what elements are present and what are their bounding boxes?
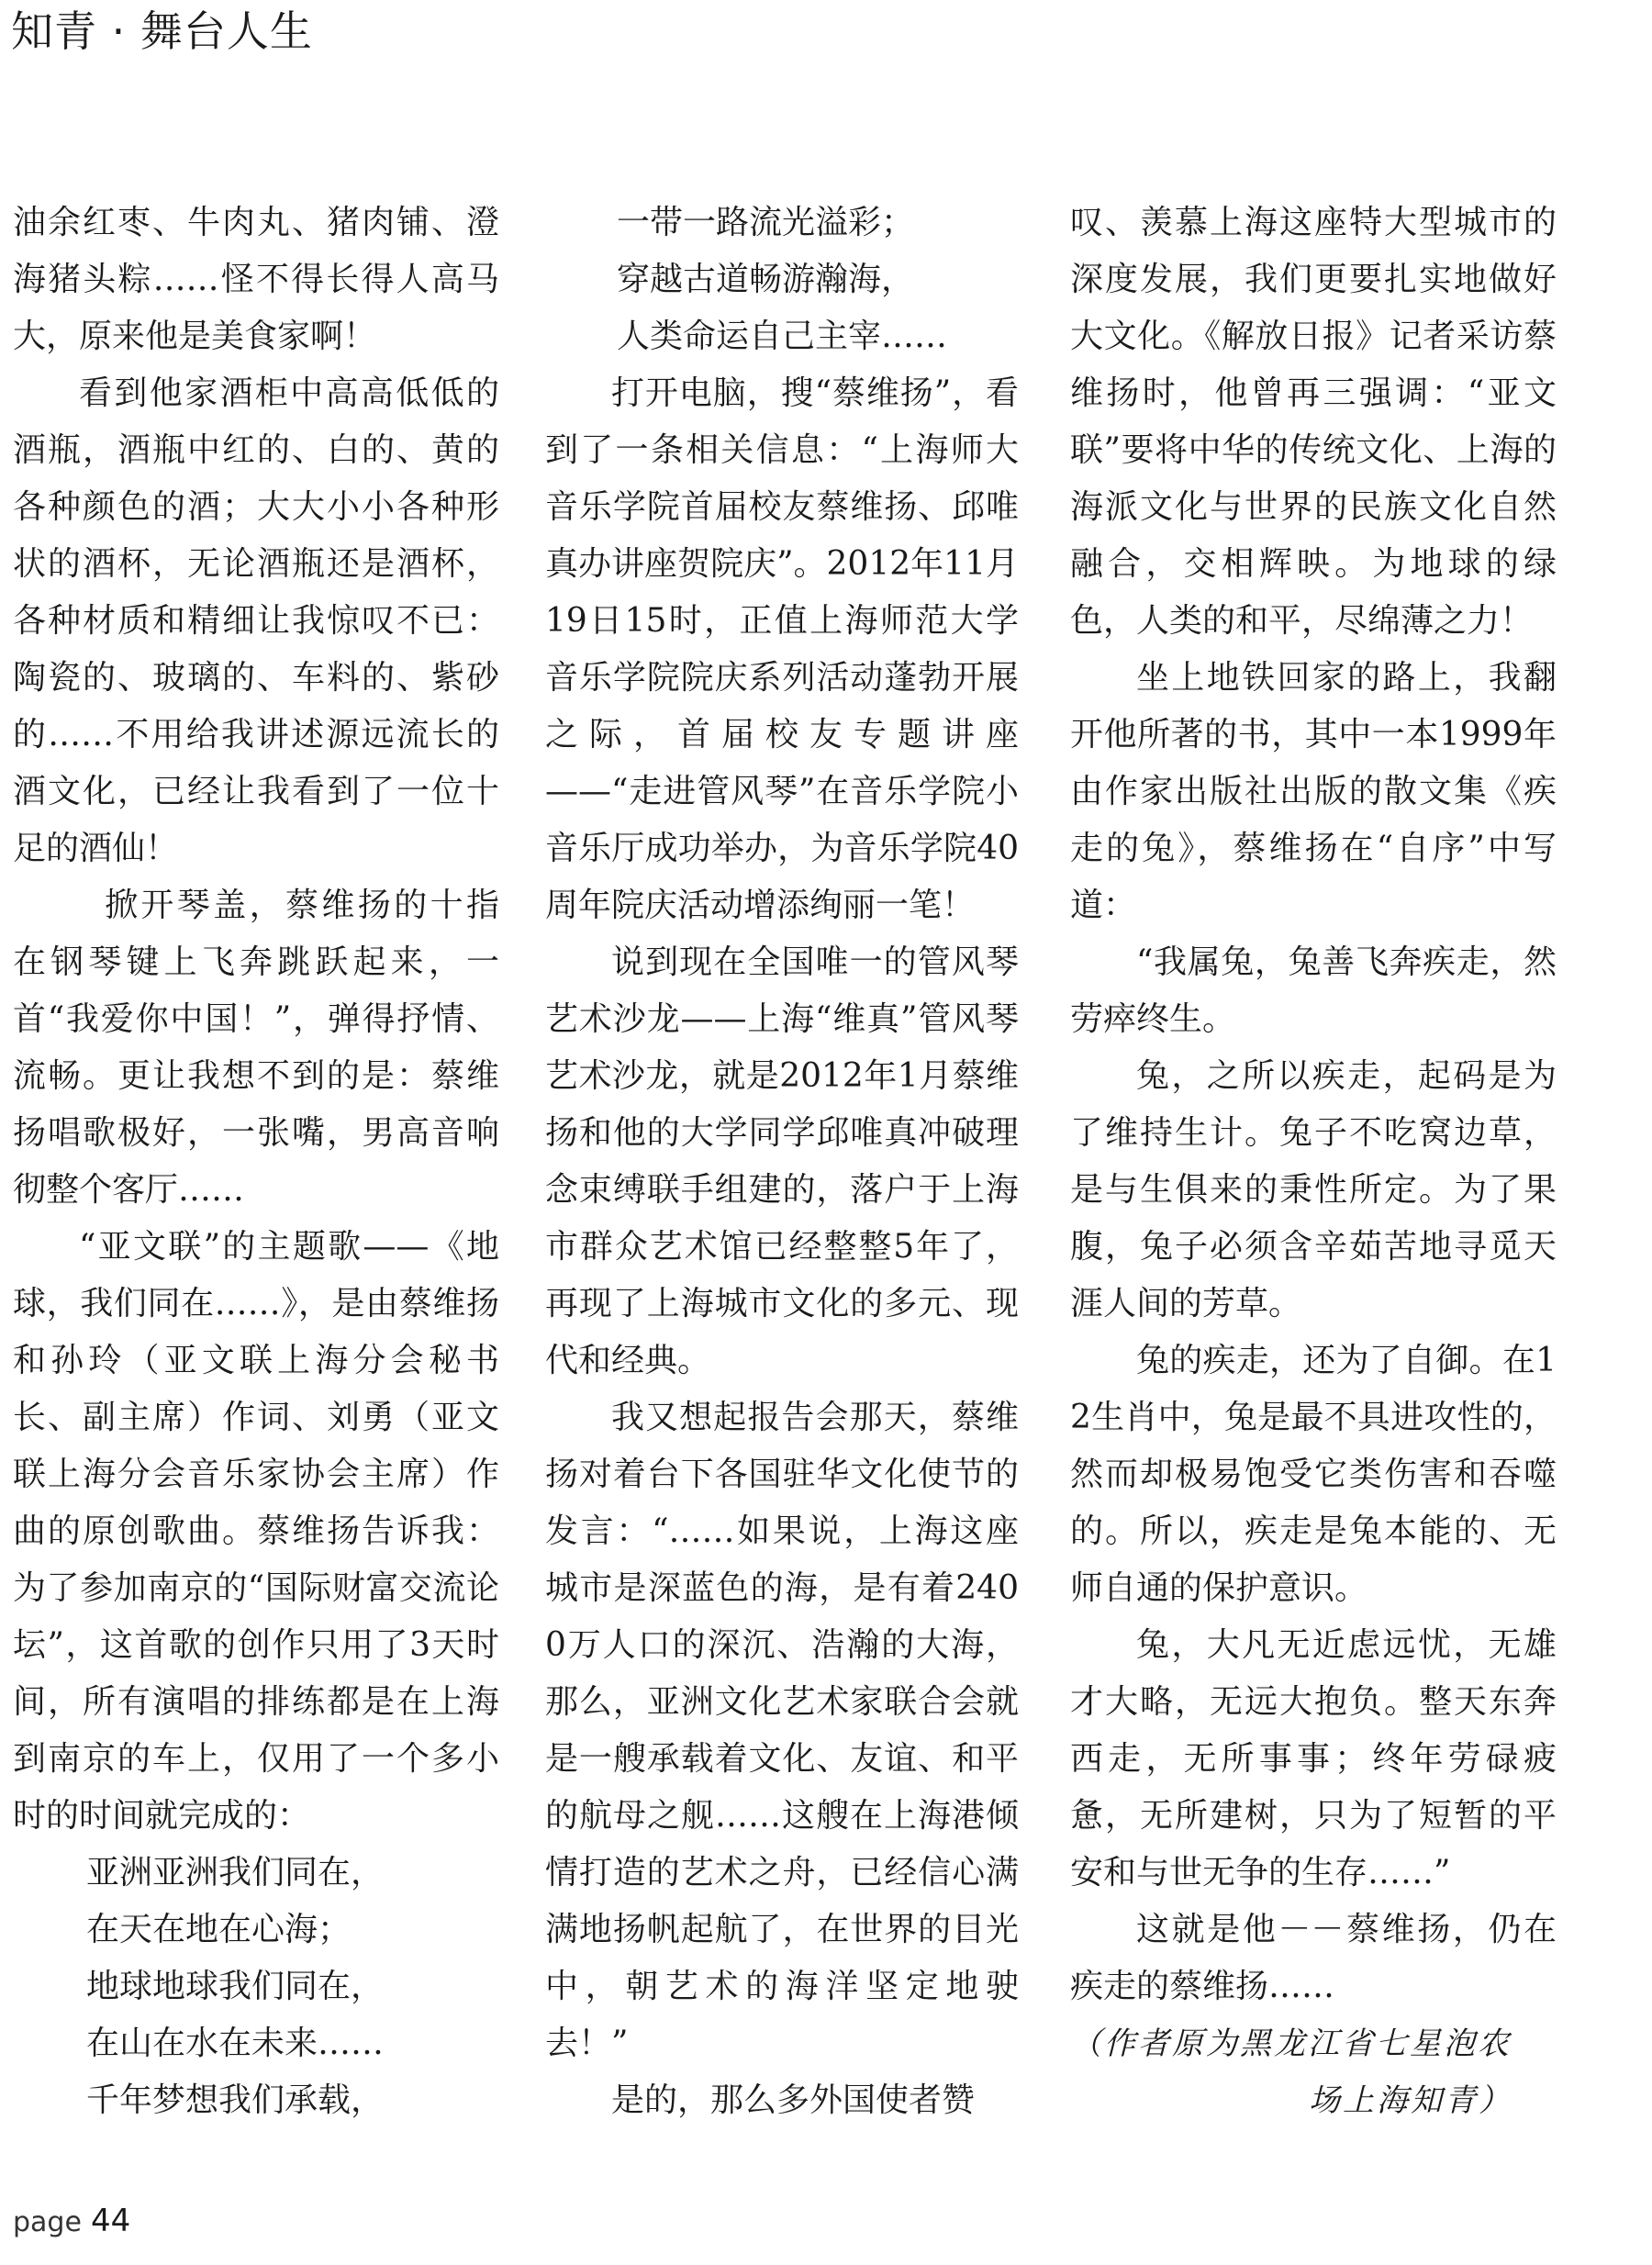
article-column-2 xyxy=(545,195,1019,2129)
paragraph: “我属兔，兔善飞奔疾走，然劳瘁终生。 xyxy=(1070,943,1557,1038)
song-lyric-line: 在山在水在未来…… xyxy=(86,2025,385,2062)
song-lyric-line: 亚洲亚洲我们同在， xyxy=(86,1854,385,1891)
author-note: 场上海知青） xyxy=(1309,2082,1512,2119)
page-footer xyxy=(13,2203,130,2239)
song-lyric-line: 千年梦想我们承载， xyxy=(86,2081,385,2119)
paragraph: 兔，大凡无近虑远忧，无雄才大略，无远大抱负。整天东奔西走，无所事事；终年劳碌疲惫，无所建树，只为了短暂的平安和与世无争的生存……” xyxy=(1070,1626,1557,1891)
article-column-3 xyxy=(1070,195,1557,2129)
paragraph: 看到他家酒柜中高高低低的酒瓶，酒瓶中红的、白的、黄的各种颜色的酒；大大小小各种形状的酒杯，无论酒瓶还是酒杯，各种材质和精细让我惊叹不已：陶瓷的、玻璃的、车料的、紫砂的……不用给我讲述源远流长的酒文化，已经让我看到了一位十足的酒仙！ xyxy=(13,374,499,867)
paragraph: 这就是他－－蔡维扬，仍在疾走的蔡维扬…… xyxy=(1070,1911,1557,2005)
paragraph: 我又想起报告会那天，蔡维扬对着台下各国驻华文化使节的发言：“……如果说，上海这座城市是深蓝色的海，是有着2400万人口的深沉、浩瀚的大海，那么，亚洲文化艺术家联合会就是一艘承载着文化、友谊、和平的航母之舰……这艘在上海港倾情打造的艺术之舟，已经信心满满地扬帆起航了，在世界的目光中，朝艺术的海洋坚定地驶去！” xyxy=(545,1399,1019,2062)
section-header-title: 知青 · 舞台人生 xyxy=(11,6,313,56)
page-number: 44 xyxy=(90,2203,131,2239)
paragraph: 兔，之所以疾走，起码是为了维持生计。兔子不吃窝边草，是与生俱来的秉性所定。为了果腹，兔子必须含辛茹苦地寻觅天涯人间的芳草。 xyxy=(1070,1057,1557,1322)
paragraph: 掀开琴盖，蔡维扬的十指在钢琴键上飞奔跳跃起来，一首“我爱你中国！”，弹得抒情、流畅。更让我想不到的是：蔡维扬唱歌极好，一张嘴，男高音响彻整个客厅…… xyxy=(13,887,499,1209)
paragraph: 打开电脑，搜“蔡维扬”，看到了一条相关信息：“上海师大音乐学院首届校友蔡维扬、邱唯真办讲座贺院庆”。2012年11月19日15时，正值上海师范大学音乐学院院庆系列活动蓬勃开展之际，首届校友专题讲座——“走进管风琴”在音乐学院小音乐厅成功举办，为音乐学院40周年院庆活动增添绚丽一笔！ xyxy=(545,374,1019,924)
article-column-1 xyxy=(13,195,499,2129)
author-note: （作者原为黑龙江省七星泡农 xyxy=(1070,2025,1512,2062)
paragraph: “亚文联”的主题歌——《地球，我们同在……》，是由蔡维扬和孙玲（亚文联上海分会秘书长、副主席）作词、刘勇（亚文联上海分会音乐家协会主席）作曲的原创歌曲。蔡维扬告诉我：为了参加南京的“国际财富交流论坛”，这首歌的创作只用了3天时间，所有演唱的排练都是在上海到南京的车上，仅用了一个多小时的时间就完成的： xyxy=(13,1228,499,1835)
song-lyric-line: 地球地球我们同在， xyxy=(86,1968,385,2005)
paragraph: 叹、羡慕上海这座特大型城市的深度发展，我们更要扎实地做好大文化。《解放日报》记者采访蔡维扬时，他曾再三强调：“亚文联”要将中华的传统文化、上海的海派文化与世界的民族文化自然融合，交相辉映。为地球的绿色，人类的和平，尽绵薄之力！ xyxy=(1070,204,1557,640)
paragraph: 兔的疾走，还为了自御。在12生肖中，兔是最不具进攻性的，然而却极易饱受它类伤害和吞噬的。所以，疾走是兔本能的、无师自通的保护意识。 xyxy=(1070,1342,1557,1607)
song-lyric-line: 人类命运自己主宰…… xyxy=(617,318,948,355)
song-lyric-line: 一带一路流光溢彩； xyxy=(617,204,915,241)
page-label: page xyxy=(13,2206,82,2238)
paragraph: 是的，那么多外国使者赞 xyxy=(611,2081,976,2119)
paragraph: 说到现在全国唯一的管风琴艺术沙龙——上海“维真”管风琴艺术沙龙，就是2012年1月蔡维扬和他的大学同学邱唯真冲破理念束缚联手组建的，落户于上海市群众艺术馆已经整整5年了，再现了上海城市文化的多元、现代和经典。 xyxy=(545,943,1019,1379)
song-lyric-line: 在天在地在心海； xyxy=(86,1911,352,1948)
song-lyric-line: 穿越古道畅游瀚海， xyxy=(617,261,915,298)
paragraph: 油余红枣、牛肉丸、猪肉铺、澄海猪头粽……怪不得长得人高马大，原来他是美食家啊！ xyxy=(13,204,499,355)
paragraph: 坐上地铁回家的路上，我翻开他所著的书，其中一本1999年由作家出版社出版的散文集《疾走的兔》，蔡维扬在“自序”中写道： xyxy=(1070,659,1557,924)
